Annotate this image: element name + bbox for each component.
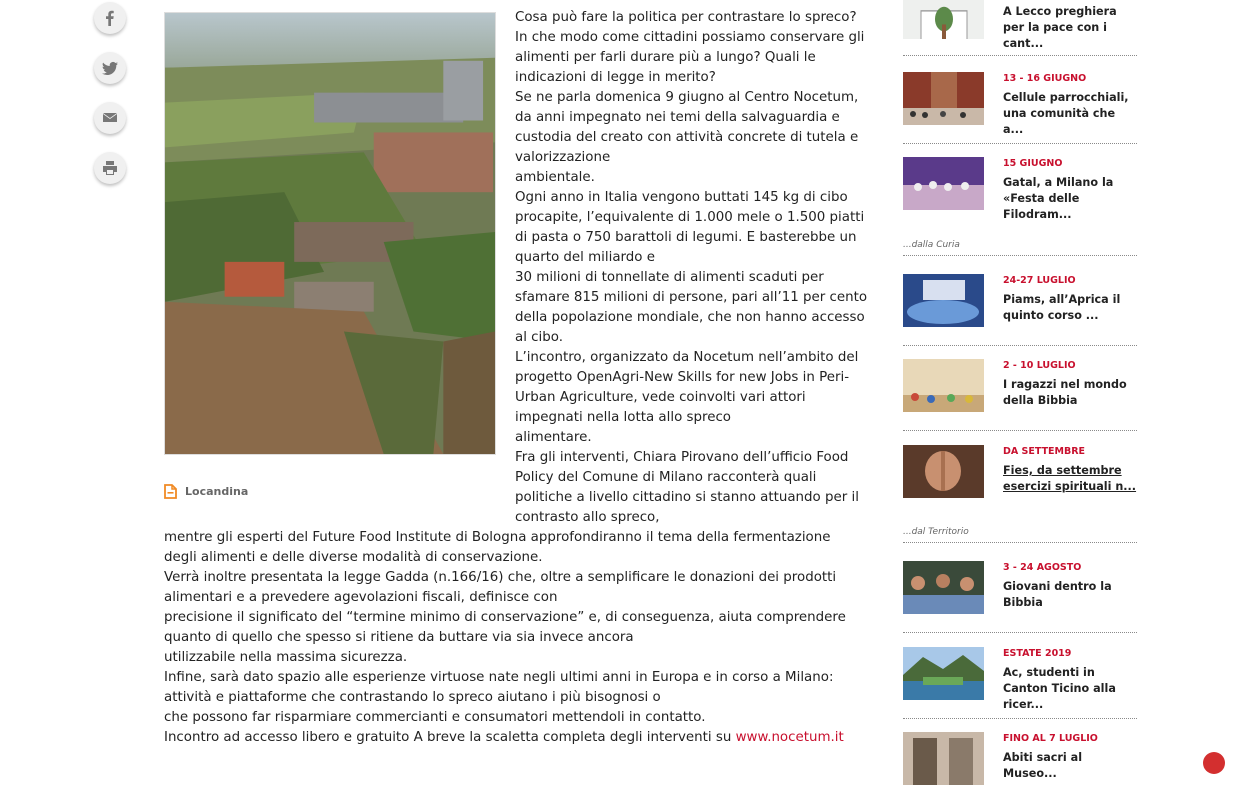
sidebar-news-item[interactable] (903, 157, 1137, 235)
parish-event-image (903, 72, 984, 125)
news-title[interactable]: Gatal, a Milano la «Festa delle Filodram... (1003, 176, 1114, 221)
print-button[interactable] (94, 152, 126, 184)
news-thumbnail[interactable] (903, 359, 984, 412)
news-title[interactable]: Giovani dentro la Bibbia (1003, 580, 1112, 609)
news-thumbnail[interactable] (903, 732, 984, 785)
news-date: 3 - 24 AGOSTO (1003, 562, 1082, 573)
news-date: 24-27 LUGLIO (1003, 275, 1076, 286)
nocetum-link[interactable]: www.nocetum.it (735, 730, 844, 745)
article-paragraph-final (164, 728, 864, 748)
facebook-icon (102, 10, 118, 26)
article-body-bottom (164, 528, 864, 748)
article-paragraph: alimentare. (515, 430, 592, 445)
praying-hands-image (903, 445, 984, 498)
aerial-landscape-image (165, 13, 495, 454)
news-date: ESTATE 2019 (1003, 648, 1072, 659)
sidebar-news-item[interactable] (903, 359, 1137, 437)
article-final-text: Incontro ad accesso libero e gratuito A breve la scaletta completa degli interventi su (164, 730, 736, 745)
twitter-share-button[interactable] (94, 52, 126, 84)
article-paragraph: Ogni anno in Italia vengono buttati 145 kg di cibo procapite, l’equivalente di 1.000 mele o 1.500 piatti di pasta o 750 barattoli di legumi. E basterebbe un quarto del miliardo e (515, 190, 865, 265)
article-paragraph: precisione il significato del “termine minimo di conservazione” e, di conseguenza, aiuta comprendere quanto di quello che spesso si ritiene da buttare via sia invece ancora (164, 610, 846, 645)
divider (903, 717, 1137, 719)
divider (903, 54, 1137, 56)
article-paragraph: Verrà inoltre presentata la legge Gadda (n.166/16) che, oltre a semplificare le donazioni dei prodotti alimentari e a prevedere agevolazioni fiscali, definisce con (164, 570, 837, 605)
divider (903, 429, 1137, 431)
news-title[interactable]: A Lecco preghiera per la pace con i cant... (1003, 5, 1117, 50)
news-date: 2 - 10 LUGLIO (1003, 360, 1076, 371)
news-thumbnail[interactable] (903, 274, 984, 327)
article-paragraph: che possono far risparmiare commercianti e consumatori mettendoli in contatto. (164, 710, 706, 725)
sidebar-news-item[interactable] (903, 0, 1137, 78)
article-paragraph: utilizzabile nella massima sicurezza. (164, 650, 408, 665)
section-label-curia (903, 240, 1137, 250)
article-paragraph: Cosa può fare la politica per contrastare lo spreco? In che modo come cittadini possiamo conservare gli alimenti per farli durare più a lungo? Quali le indicazioni di legge in merito? (515, 10, 865, 85)
article-paragraph: Se ne parla domenica 9 giugno al Centro Nocetum, da anni impegnato nei temi della salvaguardia e custodia del creato con attività concrete di tutela e valorizzazione (515, 90, 859, 165)
divider (903, 631, 1137, 633)
article-paragraph: ambientale. (515, 170, 595, 185)
sidebar-news-item[interactable] (903, 561, 1137, 639)
article-paragraph: Infine, sarà dato spazio alle esperienze virtuose nate negli ultimi anni in Europa e in corso a Milano: attività e piattaforme che contrastando lo spreco aiutano i più bisognosi o (164, 670, 834, 705)
news-title[interactable]: Piams, all’Aprica il quinto corso ... (1003, 293, 1121, 322)
news-thumbnail[interactable] (903, 561, 984, 614)
print-icon (102, 160, 118, 176)
news-thumbnail[interactable] (903, 72, 984, 125)
section-label-text: ...dal Territorio (903, 527, 969, 537)
vestments-image (903, 732, 984, 785)
section-label-territorio (903, 527, 1137, 537)
facebook-share-button[interactable] (94, 2, 126, 34)
divider (903, 142, 1137, 144)
news-title[interactable]: Cellule parrocchiali, una comunità che a... (1003, 91, 1129, 136)
sidebar-news-item[interactable] (903, 72, 1137, 150)
attachment-link[interactable] (164, 482, 248, 500)
sidebar-news-item[interactable] (903, 445, 1137, 523)
arena-image (903, 274, 984, 327)
email-share-button[interactable] (94, 102, 126, 134)
article-paragraph: 30 milioni di tonnellate di alimenti scaduti per sfamare 815 milioni di persone, pari all’11 per cento della popolazione mondiale, che non hanno accesso al cibo. (515, 270, 868, 345)
news-date: FINO AL 7 LUGLIO (1003, 733, 1098, 744)
news-title[interactable]: Fies, da settembre esercizi spirituali n... (1003, 464, 1137, 493)
news-date: 13 - 16 GIUGNO (1003, 73, 1087, 84)
news-title[interactable]: Ac, studenti in Canton Ticino alla ricer... (1003, 666, 1116, 711)
divider (903, 542, 1137, 543)
sidebar-news-item[interactable] (903, 274, 1137, 352)
attachment-label: Locandina (185, 484, 249, 498)
children-image (903, 359, 984, 412)
twitter-icon (102, 60, 118, 76)
sidebar-news-item[interactable] (903, 647, 1137, 725)
lake-image (903, 647, 984, 700)
back-to-top-button[interactable] (1203, 752, 1225, 774)
news-date: 15 GIUGNO (1003, 158, 1063, 169)
section-label-text: ...dalla Curia (903, 240, 960, 250)
sidebar-news-item[interactable] (903, 732, 1137, 810)
news-thumbnail[interactable] (903, 445, 984, 498)
news-thumbnail[interactable] (903, 0, 984, 39)
document-icon (164, 484, 177, 499)
news-thumbnail[interactable] (903, 157, 984, 210)
divider (903, 255, 1137, 256)
article-body-top (515, 8, 870, 528)
article-photo[interactable] (164, 12, 496, 455)
theater-image (903, 157, 984, 210)
church-image (903, 0, 984, 39)
news-date: DA SETTEMBRE (1003, 446, 1086, 457)
article-paragraph: L’incontro, organizzato da Nocetum nell’ambito del progetto OpenAgri-New Skills for new Jobs in Peri-Urban Agriculture, vede coinvolti vari attori impegnati nella lotta allo spreco (515, 350, 859, 425)
news-thumbnail[interactable] (903, 647, 984, 700)
news-title[interactable]: I ragazzi nel mondo della Bibbia (1003, 378, 1127, 407)
article-paragraph: mentre gli esperti del Future Food Institute di Bologna approfondiranno il tema della fermentazione degli alimenti e delle diverse modalità di conservazione. (164, 530, 831, 565)
news-title[interactable]: Abiti sacri al Museo... (1003, 751, 1083, 780)
email-icon (102, 110, 118, 126)
youth-group-image (903, 561, 984, 614)
divider (903, 344, 1137, 346)
article-paragraph: Fra gli interventi, Chiara Pirovano dell’ufficio Food Policy del Comune di Milano racconterà quali politiche a livello cittadino si stanno attuando per il contrasto allo spreco, (515, 450, 859, 525)
